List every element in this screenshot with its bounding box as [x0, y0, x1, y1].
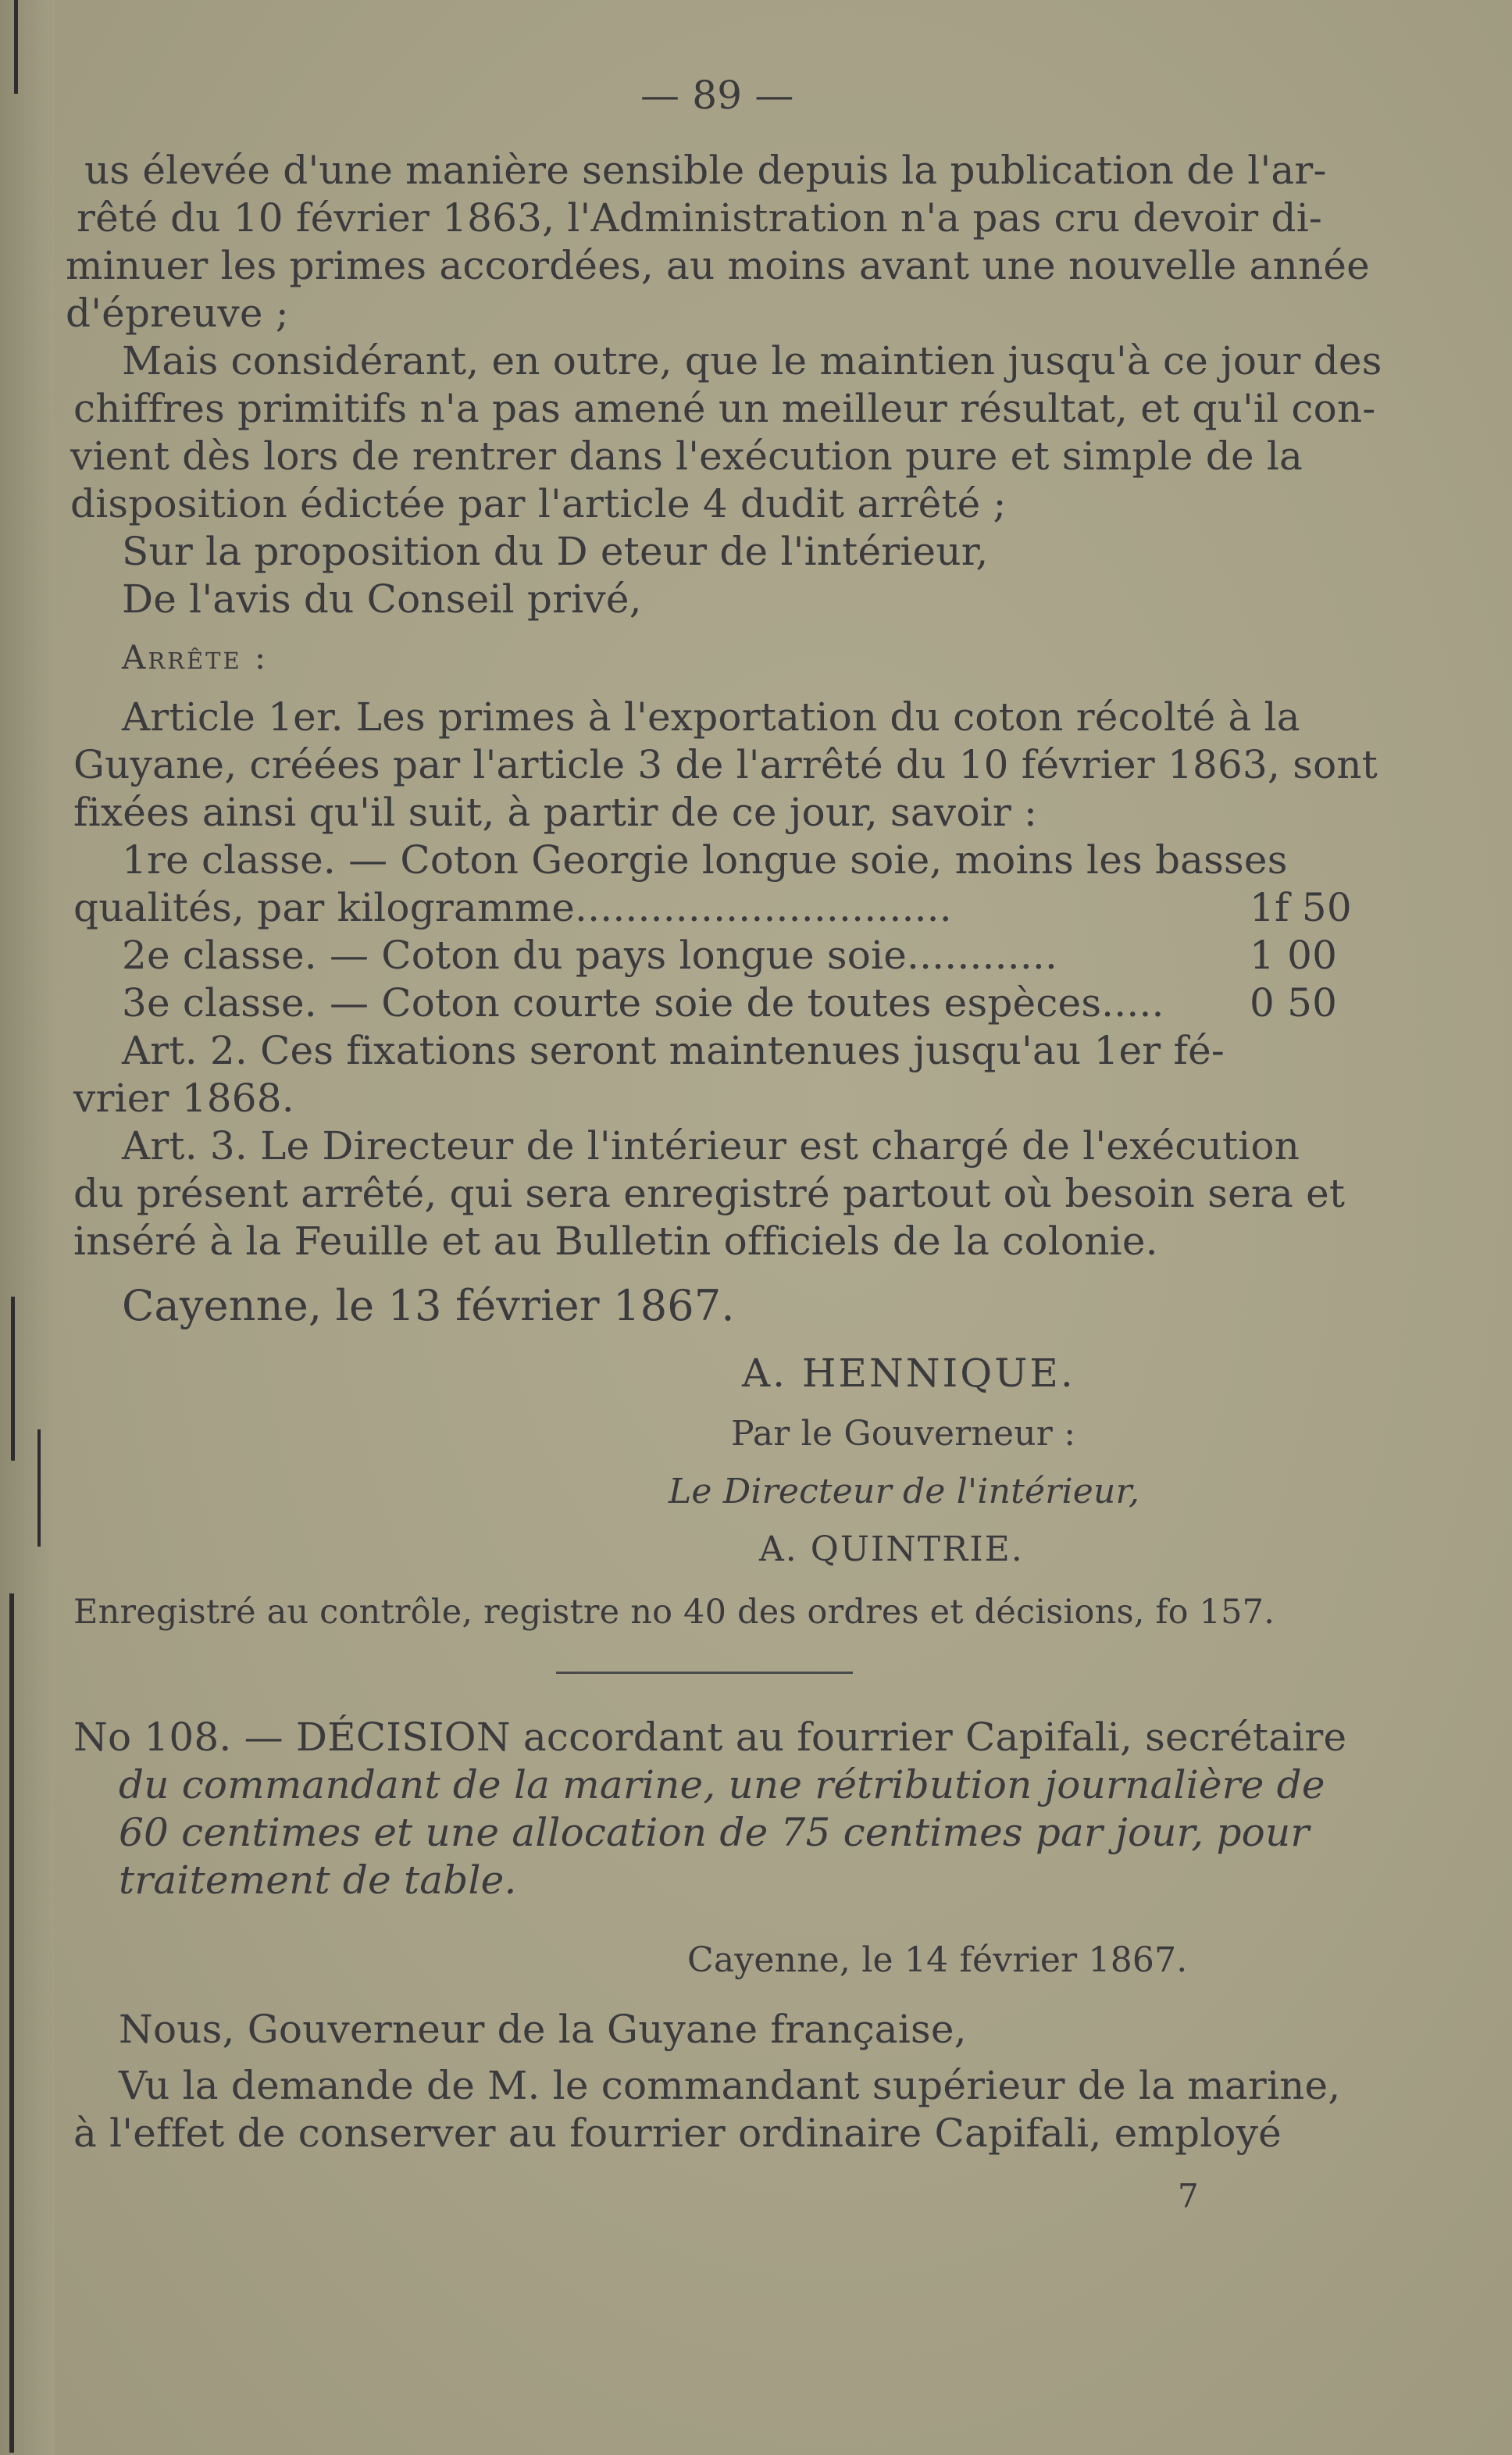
article-2-line: vrier 1868.	[73, 1076, 294, 1121]
edge-mark	[14, 0, 18, 94]
text-line: vient dès lors de rentrer dans l'exécution pure et simple de la	[70, 434, 1303, 479]
decision-date: Cayenne, le 14 février 1867.	[687, 1940, 1188, 1980]
article-1-line: Guyane, créées par l'article 3 de l'arrêté du 10 février 1863, sont	[73, 742, 1378, 787]
text-line: De l'avis du Conseil privé,	[122, 576, 642, 622]
text-line: disposition édictée par l'article 4 dudit arrêté ;	[70, 481, 1007, 526]
place-date: Cayenne, le 13 février 1867.	[122, 1281, 735, 1330]
article-2-line: Art. 2. Ces fixations seront maintenues jusqu'au 1er fé-	[122, 1028, 1225, 1073]
article-1-line: fixées ainsi qu'il suit, à partir de ce jour, savoir :	[73, 790, 1038, 835]
text-line: Mais considérant, en outre, que le maintien jusqu'à ce jour des	[122, 338, 1382, 384]
par-le-gouverneur: Par le Gouverneur :	[731, 1414, 1076, 1454]
edge-mark	[9, 1593, 14, 2453]
class-1-line: 1re classe. — Coton Georgie longue soie, moins les basses	[122, 837, 1288, 883]
quintrie-name: A. QUINTRIE.	[759, 1529, 1024, 1569]
page-edge-shadow	[0, 0, 55, 2455]
class-2-price: 1 00	[1250, 933, 1338, 978]
article-1-line: Article 1er. Les primes à l'exportation du coton récolté à la	[122, 694, 1300, 740]
signatory-name: A. HENNIQUE.	[742, 1351, 1075, 1396]
text-line: chiffres primitifs n'a pas amené un meilleur résultat, et qu'il con-	[73, 386, 1376, 431]
text-line: minuer les primes accordées, au moins avant une nouvelle année	[66, 243, 1370, 288]
class-1-qualities: qualités, par kilogramme..............................	[73, 885, 952, 930]
page-number: — 89 —	[640, 73, 794, 118]
edge-mark	[11, 1297, 15, 1461]
decision-heading: No 108. — DÉCISION accordant au fourrier Capifali, secrétaire	[73, 1715, 1347, 1760]
article-3-line: Art. 3. Le Directeur de l'intérieur est chargé de l'exécution	[122, 1123, 1300, 1169]
arrete-heading: Arrête :	[122, 638, 269, 676]
signature-mark: 7	[1178, 2177, 1199, 2215]
text-line: d'épreuve ;	[66, 291, 289, 336]
edge-mark	[37, 1429, 41, 1547]
nous-line: Nous, Gouverneur de la Guyane française,	[119, 2007, 967, 2052]
text-line: rêté du 10 février 1863, l'Administration n'a pas cru devoir di-	[77, 195, 1322, 241]
enregistre-note: Enregistré au contrôle, registre no 40 des ordres et décisions, fo 157.	[73, 1593, 1275, 1632]
vu-line: à l'effet de conserver au fourrier ordinaire Capifali, employé	[73, 2111, 1282, 2156]
class-1-price: 1f 50	[1250, 885, 1352, 930]
article-3-line: du présent arrêté, qui sera enregistré partout où besoin sera et	[73, 1171, 1346, 1216]
decision-line: 60 centimes et une allocation de 75 centimes par jour, pour	[119, 1810, 1310, 1855]
article-3-line: inséré à la Feuille et au Bulletin officiels de la colonie.	[73, 1219, 1158, 1264]
class-2-line: 2e classe. — Coton du pays longue soie............	[122, 933, 1058, 978]
directeur-title: Le Directeur de l'intérieur,	[669, 1472, 1140, 1511]
decision-line: du commandant de la marine, une rétribution journalière de	[119, 1762, 1325, 1807]
section-divider	[556, 1672, 853, 1674]
class-3-line: 3e classe. — Coton courte soie de toutes espèces.....	[122, 980, 1164, 1026]
vu-line: Vu la demande de M. le commandant supérieur de la marine,	[119, 2063, 1341, 2108]
class-3-price: 0 50	[1250, 980, 1338, 1026]
decision-line: traitement de table.	[119, 1857, 517, 1903]
text-line: us élevée d'une manière sensible depuis la publication de l'ar-	[84, 148, 1327, 193]
text-line: Sur la proposition du D eteur de l'intérieur,	[122, 529, 989, 574]
